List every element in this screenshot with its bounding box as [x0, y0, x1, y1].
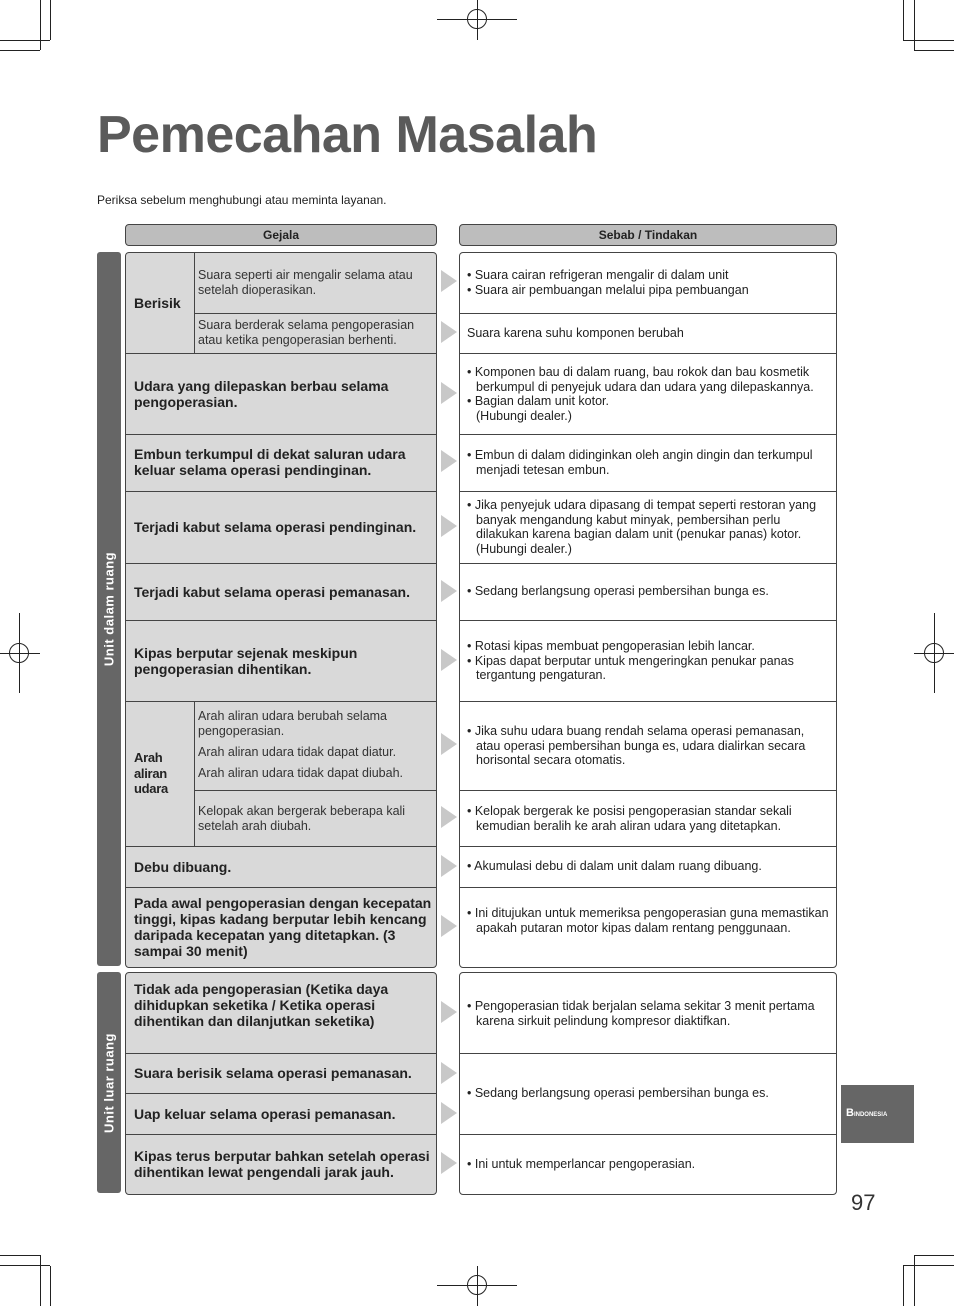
symptom-uap: Uap keluar selama operasi pemanasan.: [134, 1106, 396, 1122]
symptom-bau: Udara yang dilepaskan berbau selama pengoperasian.: [134, 378, 389, 410]
arrow-icon: [441, 1001, 457, 1023]
symptom-kipas-terus: Kipas terus berputar bahkan setelah operasi dihentikan lewat pengendali jarak jauh.: [134, 1148, 430, 1180]
language-name: INDONESIA: [853, 1112, 888, 1118]
outdoor-unit-bar: [97, 972, 121, 1193]
outdoor-unit-label: Unit luar ruang: [101, 1032, 117, 1133]
indoor-cause-panel: [459, 252, 837, 968]
arrow-icon: [441, 580, 457, 602]
cause-tidak: • Pengoperasian tidak berjalan selama sekitar 3 menit pertama karena sirkuit pelindung kompresor diaktifkan.: [467, 999, 815, 1028]
arrow-icon: [441, 855, 457, 877]
cause-awal: • Ini ditujukan untuk memeriksa pengoperasian guna memastikan apakah putaran motor kipas dalam rentang penggunaan.: [467, 906, 829, 935]
indoor-symptom-panel: [125, 252, 437, 968]
cause-kabut-panas: • Sedang berlangsung operasi pembersihan bunga es.: [467, 584, 769, 598]
symptom-kabut-dingin: Terjadi kabut selama operasi pendinginan.: [134, 519, 417, 535]
symptom-berisik-sub2: Suara berderak selama pengoperasian atau ketika pengoperasian berhenti.: [198, 318, 415, 347]
symptom-kipas: Kipas berputar sejenak meskipun pengoperasian dihentikan.: [134, 645, 358, 677]
arrow-icon: [441, 515, 457, 537]
cause-arah-2: • Kelopak bergerak ke posisi pengoperasian standar sekali kemudian beralih ke arah aliran udara yang ditetapkan.: [467, 804, 792, 833]
symptom-tidak: Tidak ada pengoperasian (Ketika daya dihidupkan seketika / Ketika operasi dihentikan dan dilanjutkan seketika): [134, 981, 389, 1029]
arrow-icon: [441, 321, 457, 343]
arrow-icon: [441, 450, 457, 472]
symptom-arah-sub2: Kelopak akan bergerak beberapa kali setelah arah diubah.: [198, 804, 406, 833]
arrow-icon: [441, 1062, 457, 1084]
indoor-unit-bar: [97, 252, 121, 966]
language-tab: [841, 1085, 914, 1143]
cause-embun: • Embun di dalam didinginkan oleh angin dingin dan terkumpul menjadi tetesan embun.: [467, 448, 813, 477]
symptom-awal: Pada awal pengoperasian dengan kecepatan tinggi, kipas kadang berputar lebih kencang daripada kecepatan yang ditetapkan. (3 sampai 30 menit): [134, 895, 432, 959]
symptom-kabut-panas: Terjadi kabut selama operasi pemanasan.: [134, 584, 410, 600]
page-number: 97: [851, 1190, 876, 1215]
arrow-icon: [441, 270, 457, 292]
arrow-icon: [441, 733, 457, 755]
symptom-suara: Suara berisik selama operasi pemanasan.: [134, 1065, 412, 1081]
arrow-icon: [441, 915, 457, 937]
symptom-berisik: Berisik: [134, 295, 181, 311]
language-letter: B: [846, 1107, 854, 1119]
symptom-header: Gejala: [125, 224, 437, 246]
symptom-arah-sub1a: Arah aliran udara berubah selama pengoperasian.: [198, 709, 388, 738]
arrow-icon: [441, 1102, 457, 1124]
cause-debu: • Akumulasi debu di dalam unit dalam ruang dibuang.: [467, 859, 762, 873]
cause-berisik-1: • Suara cairan refrigeran mengalir di dalam unit • Suara air pembuangan melalui pipa pembuangan: [467, 268, 749, 297]
indoor-unit-label: Unit dalam ruang: [101, 551, 117, 667]
cause-shared: • Sedang berlangsung operasi pembersihan bunga es.: [467, 1086, 769, 1100]
outdoor-cause-panel: [459, 972, 837, 1195]
symptom-arah-sub1b: Arah aliran udara tidak dapat diatur.: [198, 745, 397, 759]
cause-bau: • Komponen bau di dalam ruang, bau rokok dan bau kosmetik berkumpul di penyejuk udara dan udara yang dilepaskannya. • Bagian dalam unit kotor. (Hubungi dealer.): [467, 365, 814, 423]
cause-kipas-terus: • Ini untuk memperlancar pengoperasian.: [467, 1157, 696, 1171]
arrow-icon: [441, 382, 457, 404]
page-title: Pemecahan Masalah: [97, 106, 598, 164]
arrow-icon: [441, 1152, 457, 1174]
symptom-berisik-sub1: Suara seperti air mengalir selama atau setelah dioperasikan.: [198, 268, 413, 297]
cause-header: Sebab / Tindakan: [459, 224, 837, 246]
symptom-debu: Debu dibuang.: [134, 859, 232, 875]
cause-kabut-dingin: • Jika penyejuk udara dipasang di tempat seperti restoran yang banyak mengandung kabut minyak, pembersihan perlu dilakukan karena bagian dalam unit (penukar panas) kotor. (Hubungi dealer.): [467, 498, 817, 556]
symptom-arah-sub1c: Arah aliran udara tidak dapat diubah.: [198, 766, 404, 780]
outdoor-symptom-panel: [125, 972, 437, 1195]
symptom-embun: Embun terkumpul di dekat saluran udara keluar selama operasi pendinginan.: [134, 446, 406, 478]
symptom-arah: Arah aliran udara: [134, 750, 168, 796]
arrow-icon: [441, 806, 457, 828]
cause-arah-1: • Jika suhu udara buang rendah selama operasi pemanasan, atau operasi pembersihan bunga es, udara dialirkan secara horisontal secara otomatis.: [467, 724, 806, 767]
cause-kipas: • Rotasi kipas membuat pengoperasian lebih lancar. • Kipas dapat berputar untuk mengeringkan penukar panas tergantung pengaturan.: [467, 639, 794, 682]
arrow-icon: [441, 649, 457, 671]
intro-text: Periksa sebelum menghubungi atau meminta layanan.: [97, 193, 387, 207]
cause-berisik-2: Suara karena suhu komponen berubah: [467, 326, 684, 340]
